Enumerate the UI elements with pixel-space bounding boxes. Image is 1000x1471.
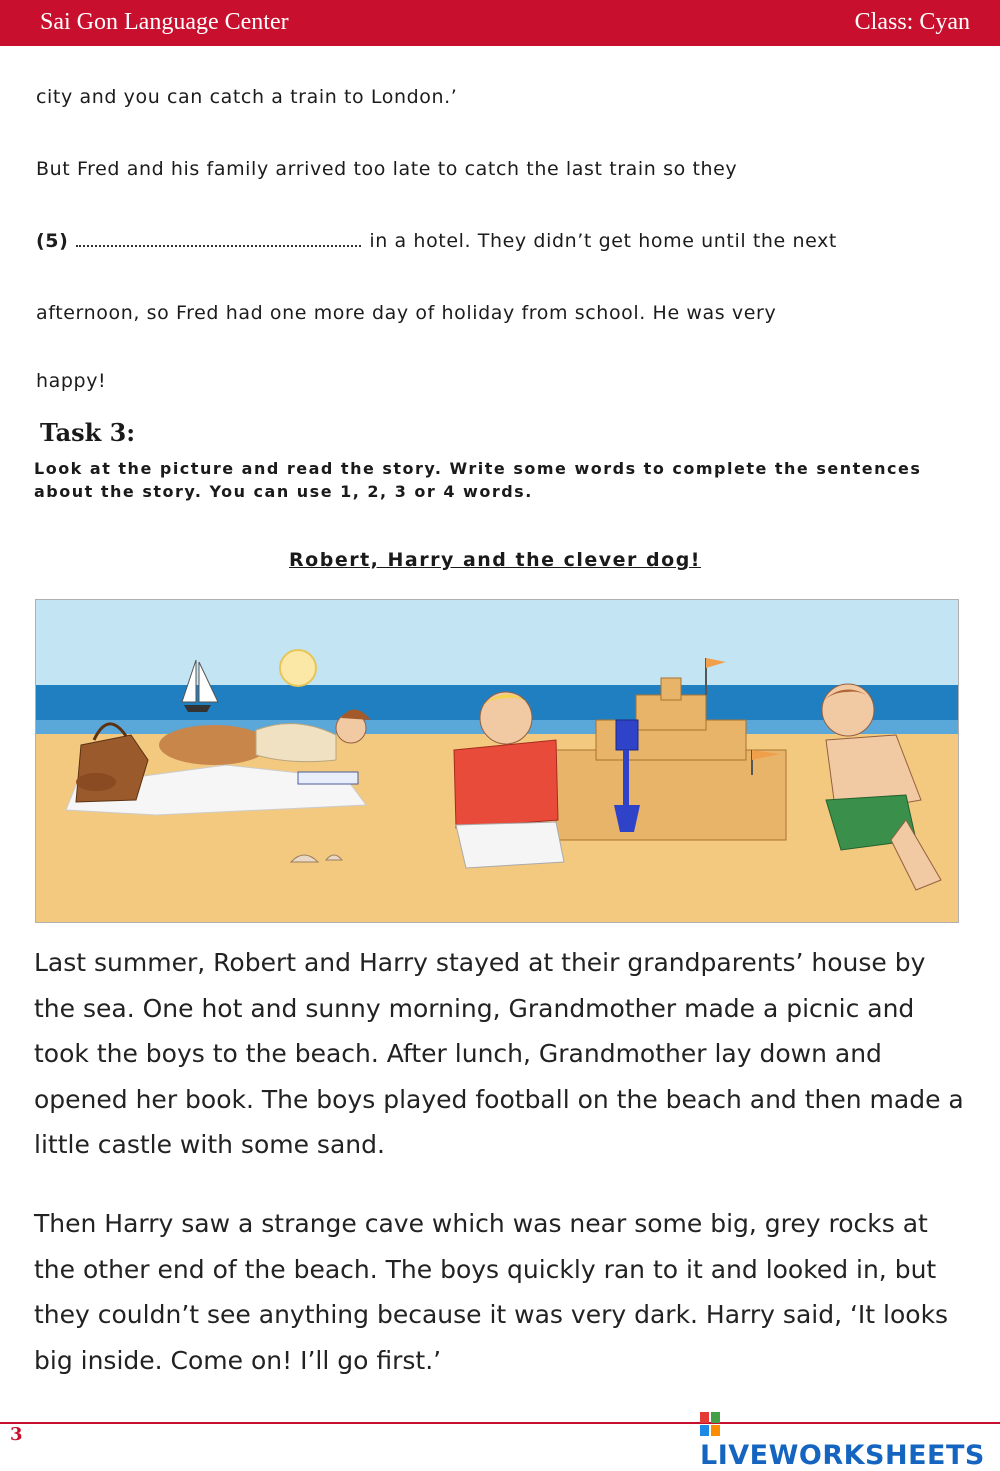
- book: [298, 772, 358, 784]
- story-line: afternoon, so Fred had one more day of holiday from school. He was very: [36, 302, 777, 324]
- story-line: But Fred and his family arrived too late to catch the last train so they: [36, 158, 738, 180]
- task-title: Task 3:: [40, 418, 136, 447]
- page-header: [0, 0, 1000, 46]
- grandmother-body: [256, 724, 336, 762]
- grandmother-skirt: [159, 725, 269, 765]
- story-line-with-gap: [36, 230, 837, 252]
- beach-bag: [76, 735, 148, 802]
- brand-name: LIVEWORKSHEETS: [700, 1440, 985, 1471]
- task-instructions: Look at the picture and read the story. Write some words to complete the sentences about the story. You can use 1, 2, 3 or 4 words.: [34, 459, 922, 501]
- class-label: Class: Cyan: [854, 9, 970, 35]
- story-line: city and you can catch a train to London.’: [36, 86, 458, 108]
- liveworksheets-logo-icon: [700, 1412, 720, 1436]
- story-title: Robert, Harry and the clever dog!: [289, 549, 701, 571]
- sun-icon: [280, 650, 316, 686]
- story-paragraph-1: Last summer, Robert and Harry stayed at their grandparents’ house by the sea. One hot and sunny morning, Grandmother made a picnic and took the boys to the beach. After lunch, Grandmother lay down and opened her book. The boys played football on the beach and then made a little castle with some sand.: [34, 948, 964, 1159]
- answer-blank-5[interactable]: [76, 235, 361, 247]
- beach-illustration: [36, 600, 958, 922]
- beach-picture: [35, 599, 959, 923]
- brand-logo: [700, 1409, 1000, 1471]
- gap-number: (5): [36, 230, 69, 252]
- page-number: 3: [10, 1424, 23, 1445]
- shoe: [76, 773, 116, 791]
- story-line: happy!: [36, 370, 107, 392]
- center-name: Sai Gon Language Center: [40, 9, 289, 35]
- story-paragraph-2: Then Harry saw a strange cave which was near some big, grey rocks at the other end of the beach. The boys quickly ran to it and looked in, but they couldn’t see anything because it was very dark. Harry said, ‘It looks big inside. Come on! I’ll go first.’: [34, 1209, 949, 1375]
- story-line-text: in a hotel. They didn’t get home until the next: [369, 230, 837, 252]
